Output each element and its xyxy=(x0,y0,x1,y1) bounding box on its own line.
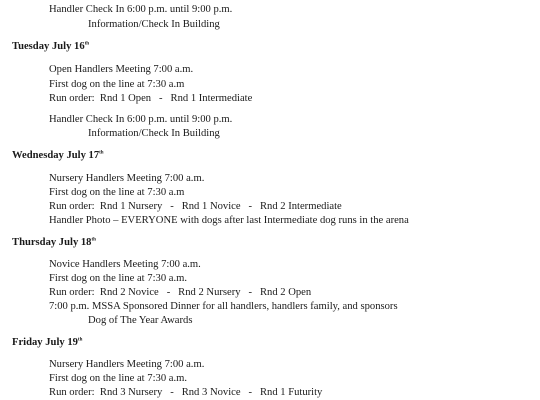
day-heading-friday xyxy=(12,336,82,349)
meeting-text: Open Handlers Meeting 7:00 a.m. xyxy=(49,64,194,75)
day-heading-suffix: th xyxy=(91,237,96,243)
day-heading-suffix: th xyxy=(84,41,90,47)
info-building-text: Information/Check In Building xyxy=(88,128,220,139)
first-dog-text: First dog on the line at 7:30 a.m xyxy=(49,79,185,90)
first-dog-text: First dog on the line at 7:30 a.m. xyxy=(49,373,187,384)
day-heading-suffix: th xyxy=(77,337,83,343)
dinner-text: 7:00 p.m. MSSA Sponsored Dinner for all handlers, handlers family, and sponsors xyxy=(49,301,398,312)
day-heading-text: Thursday July 18 xyxy=(12,237,92,248)
handler-checkin-text: Handler Check In 6:00 p.m. until 9:00 p.m. xyxy=(49,114,233,125)
day-heading-suffix: th xyxy=(99,150,104,156)
day-heading-tuesday xyxy=(12,40,89,53)
run-order-text: Run order: Rnd 3 Nursery - Rnd 3 Novice - Rnd 1 Futurity xyxy=(49,387,323,398)
meeting-text: Nursery Handlers Meeting 7:00 a.m. xyxy=(49,173,205,184)
run-order-text: Run order: Rnd 1 Open - Rnd 1 Intermediate xyxy=(49,93,253,104)
info-building-text: Information/Check In Building xyxy=(88,19,220,30)
handler-checkin-text: Handler Check In 6:00 p.m. until 9:00 p.m. xyxy=(49,4,233,15)
first-dog-text: First dog on the line at 7:30 a.m. xyxy=(49,273,187,284)
awards-text: Dog of The Year Awards xyxy=(88,315,193,326)
day-heading-text: Wednesday July 17 xyxy=(12,150,100,161)
meeting-text: Novice Handlers Meeting 7:00 a.m. xyxy=(49,259,201,270)
first-dog-text: First dog on the line at 7:30 a.m xyxy=(49,187,185,198)
day-heading-thursday xyxy=(12,236,96,249)
day-heading-wednesday xyxy=(12,149,104,162)
handler-photo-text: Handler Photo – EVERYONE with dogs after last Intermediate dog runs in the arena xyxy=(49,215,409,226)
day-heading-text: Tuesday July 16 xyxy=(12,41,85,52)
run-order-text: Run order: Rnd 2 Novice - Rnd 2 Nursery - Rnd 2 Open xyxy=(49,287,312,298)
meeting-text: Nursery Handlers Meeting 7:00 a.m. xyxy=(49,359,205,370)
day-heading-text: Friday July 19 xyxy=(12,337,78,348)
run-order-text: Run order: Rnd 1 Nursery - Rnd 1 Novice - Rnd 2 Intermediate xyxy=(49,201,342,212)
